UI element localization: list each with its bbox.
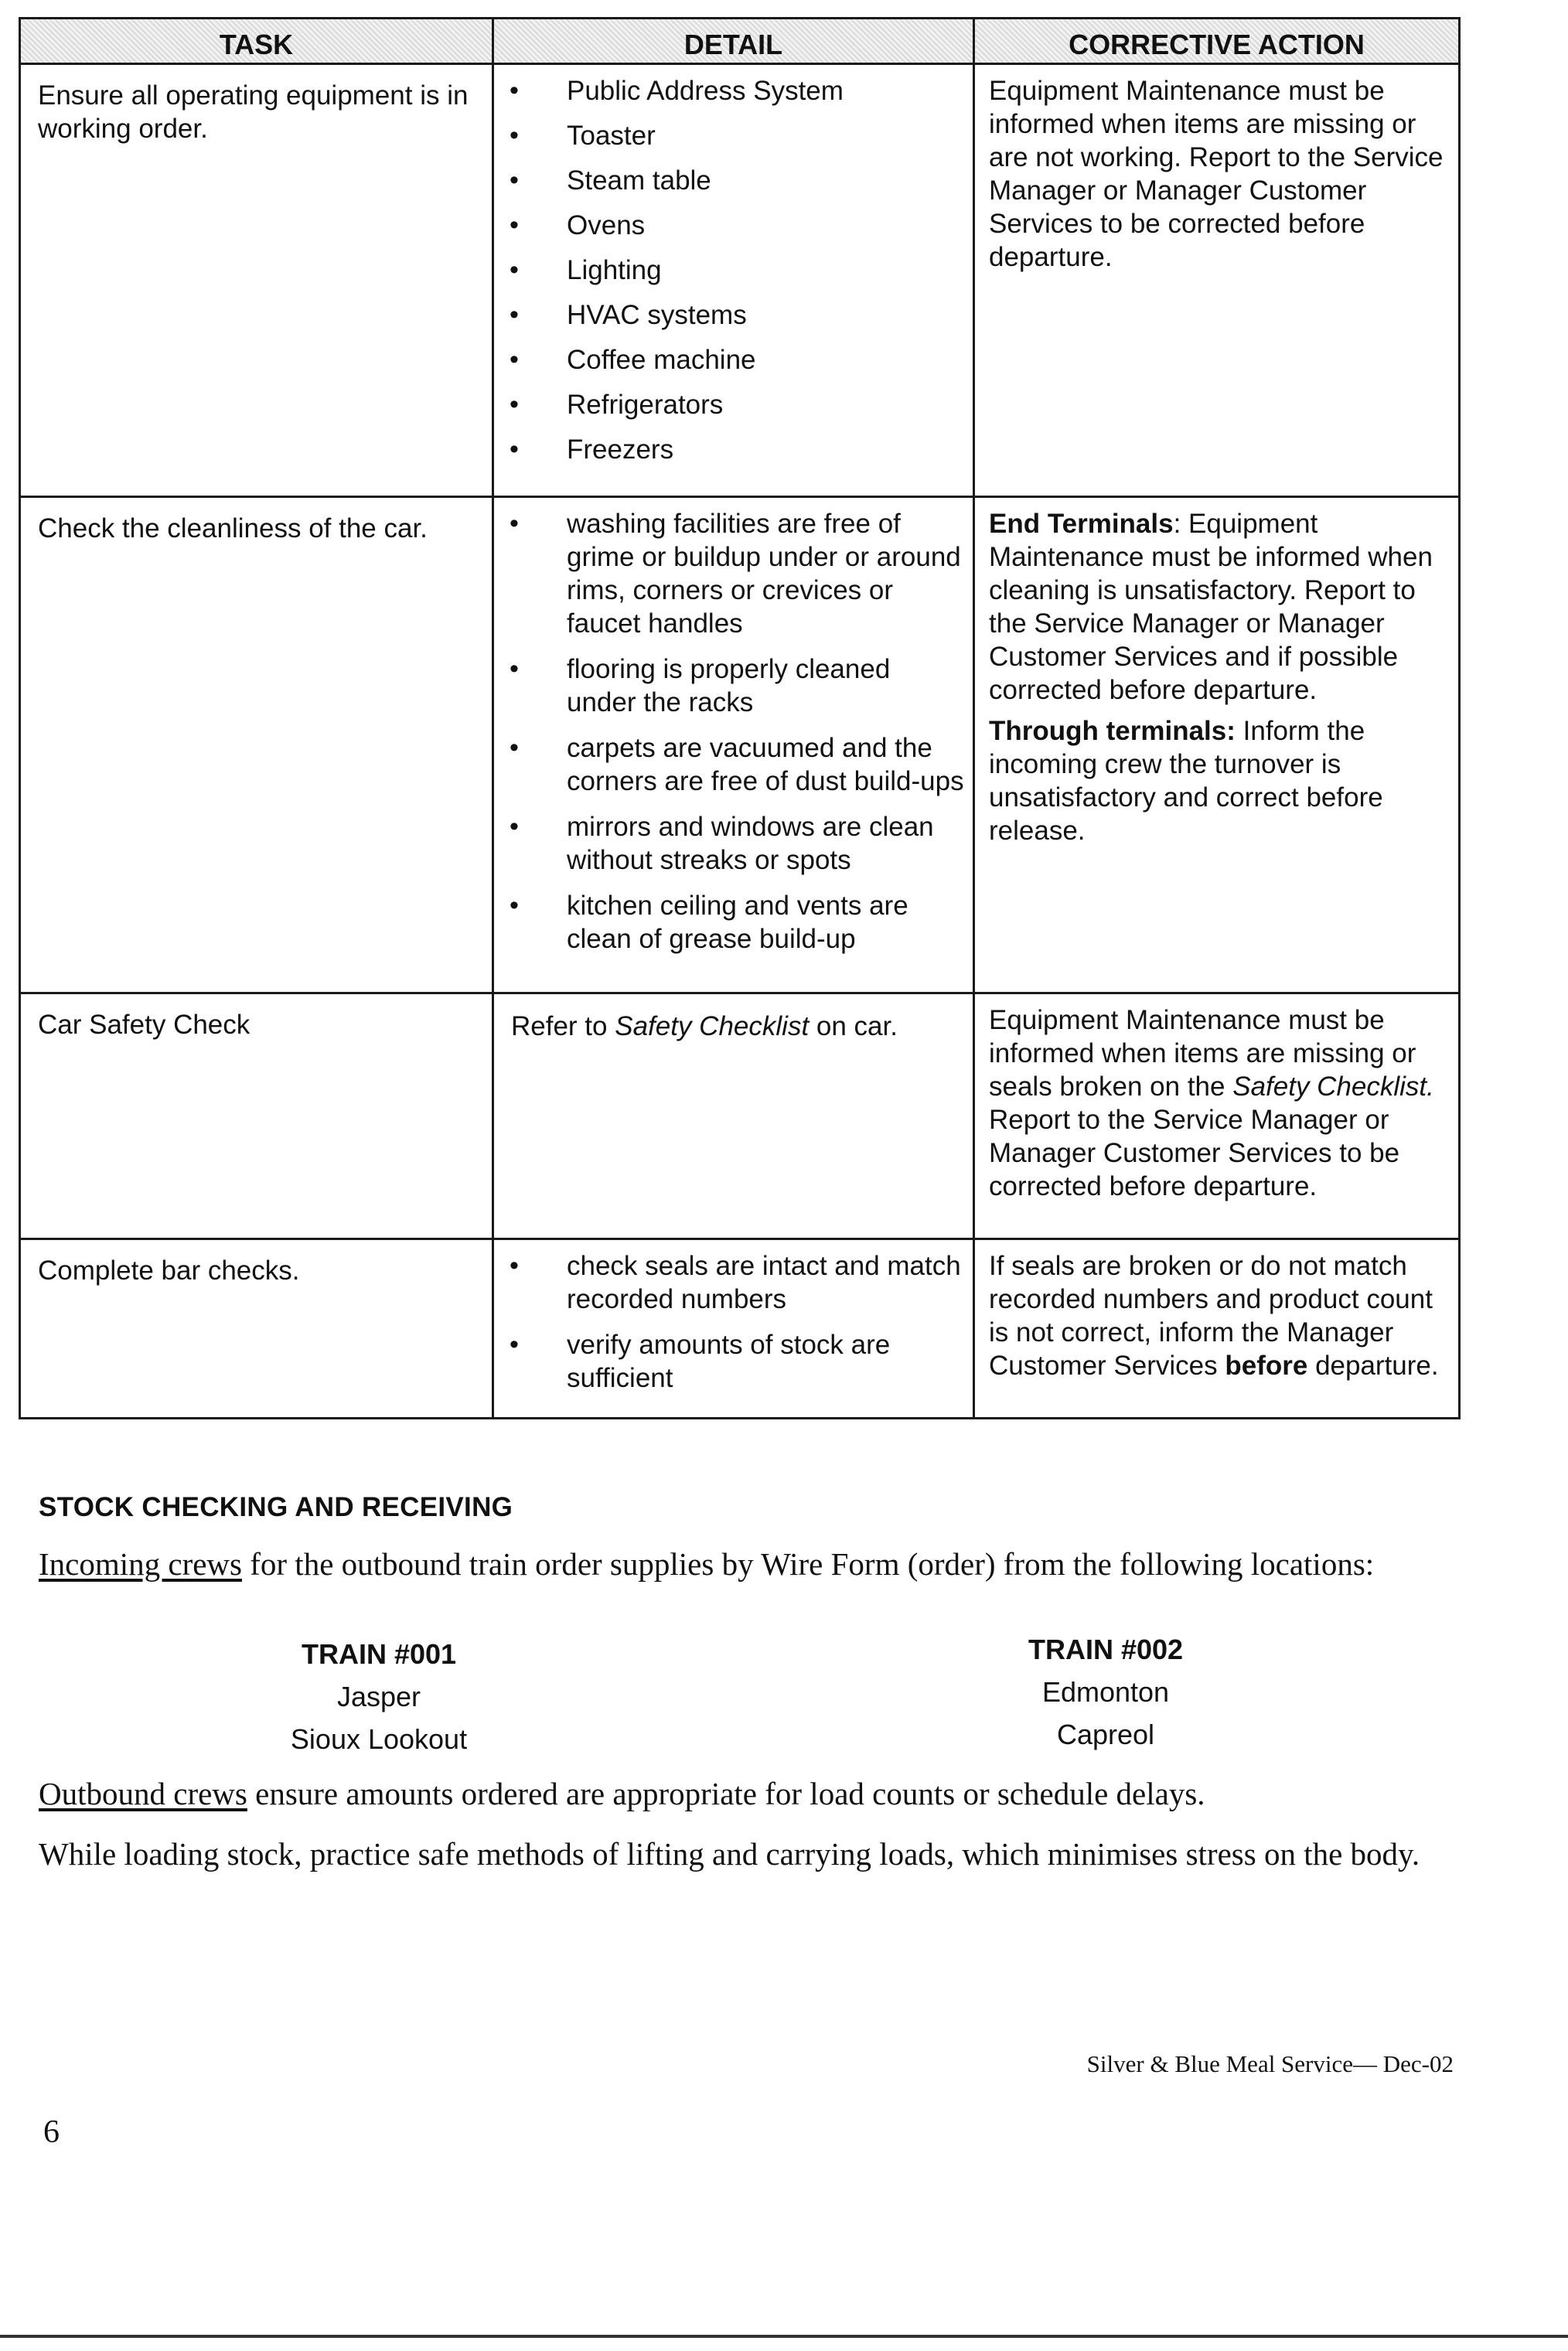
detail-cell xyxy=(493,497,974,993)
list-item: • Refrigerators xyxy=(494,388,965,421)
task-cell xyxy=(20,64,493,497)
through-terminals-paragraph xyxy=(989,714,1447,847)
task-cell xyxy=(20,497,493,993)
train-title: TRAIN #002 xyxy=(1028,1634,1184,1665)
section-heading: STOCK CHECKING AND RECEIVING xyxy=(39,1492,513,1522)
action-text xyxy=(975,1240,1458,1382)
detail-text-pre: Refer to xyxy=(511,1011,615,1041)
task-text: Car Safety Check xyxy=(38,1010,251,1040)
end-terminals-colon: : xyxy=(1173,509,1181,539)
list-item: • mirrors and windows are clean without streaks or spots xyxy=(494,810,965,877)
train-002-block xyxy=(982,1628,1229,1756)
table-header-row xyxy=(20,19,1460,64)
task-cell xyxy=(20,993,493,1239)
incoming-crews-paragraph xyxy=(39,1542,1446,1586)
header-task: TASK xyxy=(20,19,493,64)
list-item: • carpets are vacuumed and the corners are free of dust build-ups xyxy=(494,731,965,798)
action-cell xyxy=(974,64,1460,497)
train-location: Sioux Lookout xyxy=(290,1723,468,1755)
page-number: 6 xyxy=(43,2114,60,2150)
task-text: Ensure all operating equipment is in working order. xyxy=(38,80,469,144)
list-item: • Coffee machine xyxy=(494,343,965,377)
detail-cell xyxy=(493,64,974,497)
before-emphasis: before xyxy=(1225,1351,1308,1381)
detail-list xyxy=(494,498,973,956)
detail-text-post: on car. xyxy=(809,1011,898,1041)
action-cell xyxy=(974,1239,1460,1419)
action-text xyxy=(975,994,1458,1203)
task-text: Complete bar checks. xyxy=(38,1256,300,1286)
document-footer-label: Silver & Blue Meal Service— Dec-02 xyxy=(1086,2050,1454,2077)
procedures-table xyxy=(19,17,1461,1419)
action-cell xyxy=(974,497,1460,993)
end-terminals-text: Equipment Maintenance must be informed when cleaning is unsatisfactory. Report to the Service Manager or Manager Customer Services and if possible corrected before departure. xyxy=(989,509,1433,705)
safety-checklist-reference: Safety Checklist. xyxy=(1232,1072,1434,1102)
action-text-pre: If seals are broken or do not match recorded numbers and product count is not correct, inform the Manager Customer Services xyxy=(989,1251,1433,1381)
action-cell xyxy=(974,993,1460,1239)
table-row xyxy=(20,64,1460,497)
action-text-post: Report to the Service Manager or Manager Customer Services to be corrected before departure. xyxy=(989,1105,1400,1201)
list-item: • Toaster xyxy=(494,119,965,152)
through-terminals-text: Inform the incoming crew the turnover is unsatisfactory and correct before release. xyxy=(989,716,1383,846)
list-item: • Public Address System xyxy=(494,74,965,107)
list-item: • Freezers xyxy=(494,433,965,466)
outbound-crews-paragraph xyxy=(39,1772,1446,1815)
detail-text xyxy=(494,994,973,1043)
detail-list xyxy=(494,1240,973,1395)
list-item: • washing facilities are free of grime or buildup under or around rims, corners or crevices or faucet handles xyxy=(494,507,965,640)
safety-checklist-reference: Safety Checklist xyxy=(615,1011,810,1041)
safe-lifting-paragraph: While loading stock, practice safe methods of lifting and carrying loads, which minimises stress on the body. xyxy=(39,1836,1420,1872)
train-location: Edmonton xyxy=(1041,1676,1170,1708)
action-text xyxy=(975,498,1458,847)
detail-cell xyxy=(493,993,974,1239)
table-row xyxy=(20,993,1460,1239)
list-item: • kitchen ceiling and vents are clean of grease build-up xyxy=(494,889,965,956)
header-detail: DETAIL xyxy=(493,19,974,64)
outbound-crews-term: Outbound crews xyxy=(39,1776,247,1811)
task-cell xyxy=(20,1239,493,1419)
table-row xyxy=(20,1239,1460,1419)
detail-cell xyxy=(493,1239,974,1419)
list-item: • verify amounts of stock are sufficient xyxy=(494,1328,965,1395)
list-item: • HVAC systems xyxy=(494,298,965,332)
list-item: • check seals are intact and match recorded numbers xyxy=(494,1249,965,1316)
list-item: • Ovens xyxy=(494,209,965,242)
end-terminals-paragraph xyxy=(989,507,1447,707)
action-text-post: departure. xyxy=(1307,1351,1439,1381)
outbound-crews-text: ensure amounts ordered are appropriate for load counts or schedule delays. xyxy=(247,1776,1205,1811)
list-item: • flooring is properly cleaned under the racks xyxy=(494,652,965,719)
header-corrective-action: CORRECTIVE ACTION xyxy=(974,19,1460,64)
end-terminals-label: End Terminals xyxy=(989,509,1174,539)
page-bottom-rule xyxy=(0,2335,1568,2338)
train-location: Jasper xyxy=(336,1681,421,1712)
action-text: Equipment Maintenance must be informed when items are missing or are not working. Report to the Service Manager or Manager Customer Services to be corrected before departure. xyxy=(989,76,1444,272)
train-title: TRAIN #001 xyxy=(301,1638,457,1670)
through-terminals-label: Through terminals: xyxy=(989,716,1236,746)
table-row xyxy=(20,497,1460,993)
list-item: • Lighting xyxy=(494,254,965,287)
task-text: Check the cleanliness of the car. xyxy=(38,513,428,543)
action-text-pre: Equipment Maintenance must be informed when items are missing or seals broken on the xyxy=(989,1005,1416,1102)
detail-list xyxy=(494,65,973,466)
train-001-block xyxy=(255,1633,503,1760)
incoming-crews-term: Incoming crews xyxy=(39,1546,242,1582)
train-location: Capreol xyxy=(1056,1719,1155,1750)
list-item: • Steam table xyxy=(494,164,965,197)
incoming-crews-text: for the outbound train order supplies by Wire Form (order) from the following locations: xyxy=(242,1546,1375,1582)
